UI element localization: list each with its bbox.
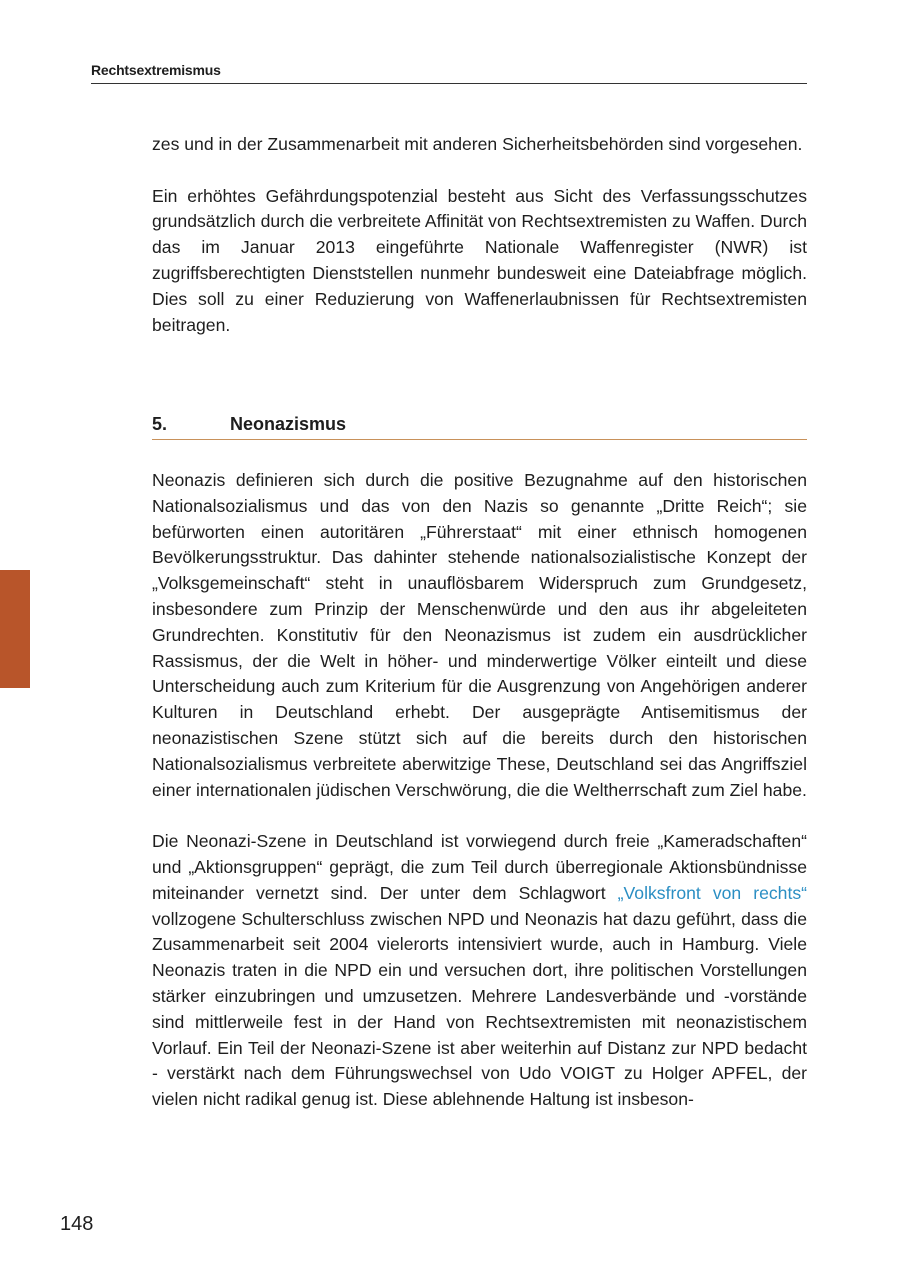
paragraph: Neonazis definieren sich durch die positive Bezugnahme auf den historischen Nationalsozialismus und das von den Nazis so genannte „Dritte Reich“; sie befürworten einen autoritären „Führerstaat“ mit einer ethnisch homogenen Bevölkerungsstruktur. Das dahinter stehende nationalsozialistische Konzept der „Volksgemeinschaft“ steht in unauflösbarem Widerspruch zum Grundgesetz, insbesondere zum Prinzip der Menschenwürde und den aus ihr abgeleiteten Grundrechten. Konstitutiv für den Neonazismus ist zudem ein ausdrücklicher Rassismus, der die Welt in höher- und minderwertige Völker einteilt und diese Unterscheidung auch zum Kriterium für die Ausgrenzung von Angehörigen anderer Kulturen in Deutschland erhebt. Der ausgeprägte Antisemitismus der neonazistischen Szene stützt sich auf die bereits durch den historischen Nationalsozialismus verbreitete aberwitzige These, Deutschland sei das Angriffsziel einer internationalen jüdischen Verschwörung, die die Weltherrschaft zum Ziel habe.: [152, 470, 807, 800]
chapter-side-tab: [0, 570, 30, 688]
section-number: 5.: [152, 414, 168, 434]
paragraph: Ein erhöhtes Gefährdungspotenzial besteht aus Sicht des Verfassungsschutzes grundsätzlich durch die verbreitete Affinität von Rechtsextremisten zu Waffen. Durch das im Januar 2013 eingeführte Nationale Waffenregister (NWR) ist zugriffsberechtigten Dienststellen nunmehr bundesweit eine Dateiabfrage möglich. Dies soll zu einer Reduzierung von Waffenerlaubnissen für Rechtsextremisten beitragen.: [152, 185, 807, 335]
intro-text-block: [152, 132, 807, 338]
page-number: 148: [60, 1213, 94, 1235]
paragraph-text: Die Neonazi-Szene in Deutschland ist vorwiegend durch freie „Kameradschaften“ und „Aktionsgruppen“ geprägt, die zum Teil durch überregionale Aktionsbündnisse miteinander vernetzt sind. Der unter dem Schlagwort: [152, 831, 807, 903]
paragraph-text: vollzogene Schulterschluss zwischen NPD und Neonazis hat dazu geführt, dass die Zusammenarbeit seit 2004 vielerorts intensiviert wurde, auch in Hamburg. Viele Neonazis traten in die NPD ein und versuchen dort, ihre politischen Vorstellungen stärker einzubringen und umzusetzen. Mehrere Landesverbände und -vorstände sind mittlerweile fest in der Hand von Rechtsextremisten mit neonazistischem Vorlauf. Ein Teil der Neonazi-Szene ist aber weiterhin auf Distanz zur NPD bedacht - verstärkt nach dem Führungswechsel von Udo VOIGT zu Holger APFEL, der vielen nicht radikal genug ist. Diese ablehnende Haltung ist insbeson-: [152, 908, 807, 1110]
section-heading: [152, 414, 807, 440]
paragraph: zes und in der Zusammenarbeit mit anderen Sicherheitsbehörden sind vorgesehen.: [152, 134, 803, 154]
running-header: Rechtsextremismus: [91, 62, 807, 84]
section-body: [152, 468, 807, 1113]
section-title: Neonazismus: [230, 414, 347, 434]
volksfront-link[interactable]: „Volksfront von rechts“: [617, 882, 808, 903]
paragraph: [152, 829, 807, 1113]
